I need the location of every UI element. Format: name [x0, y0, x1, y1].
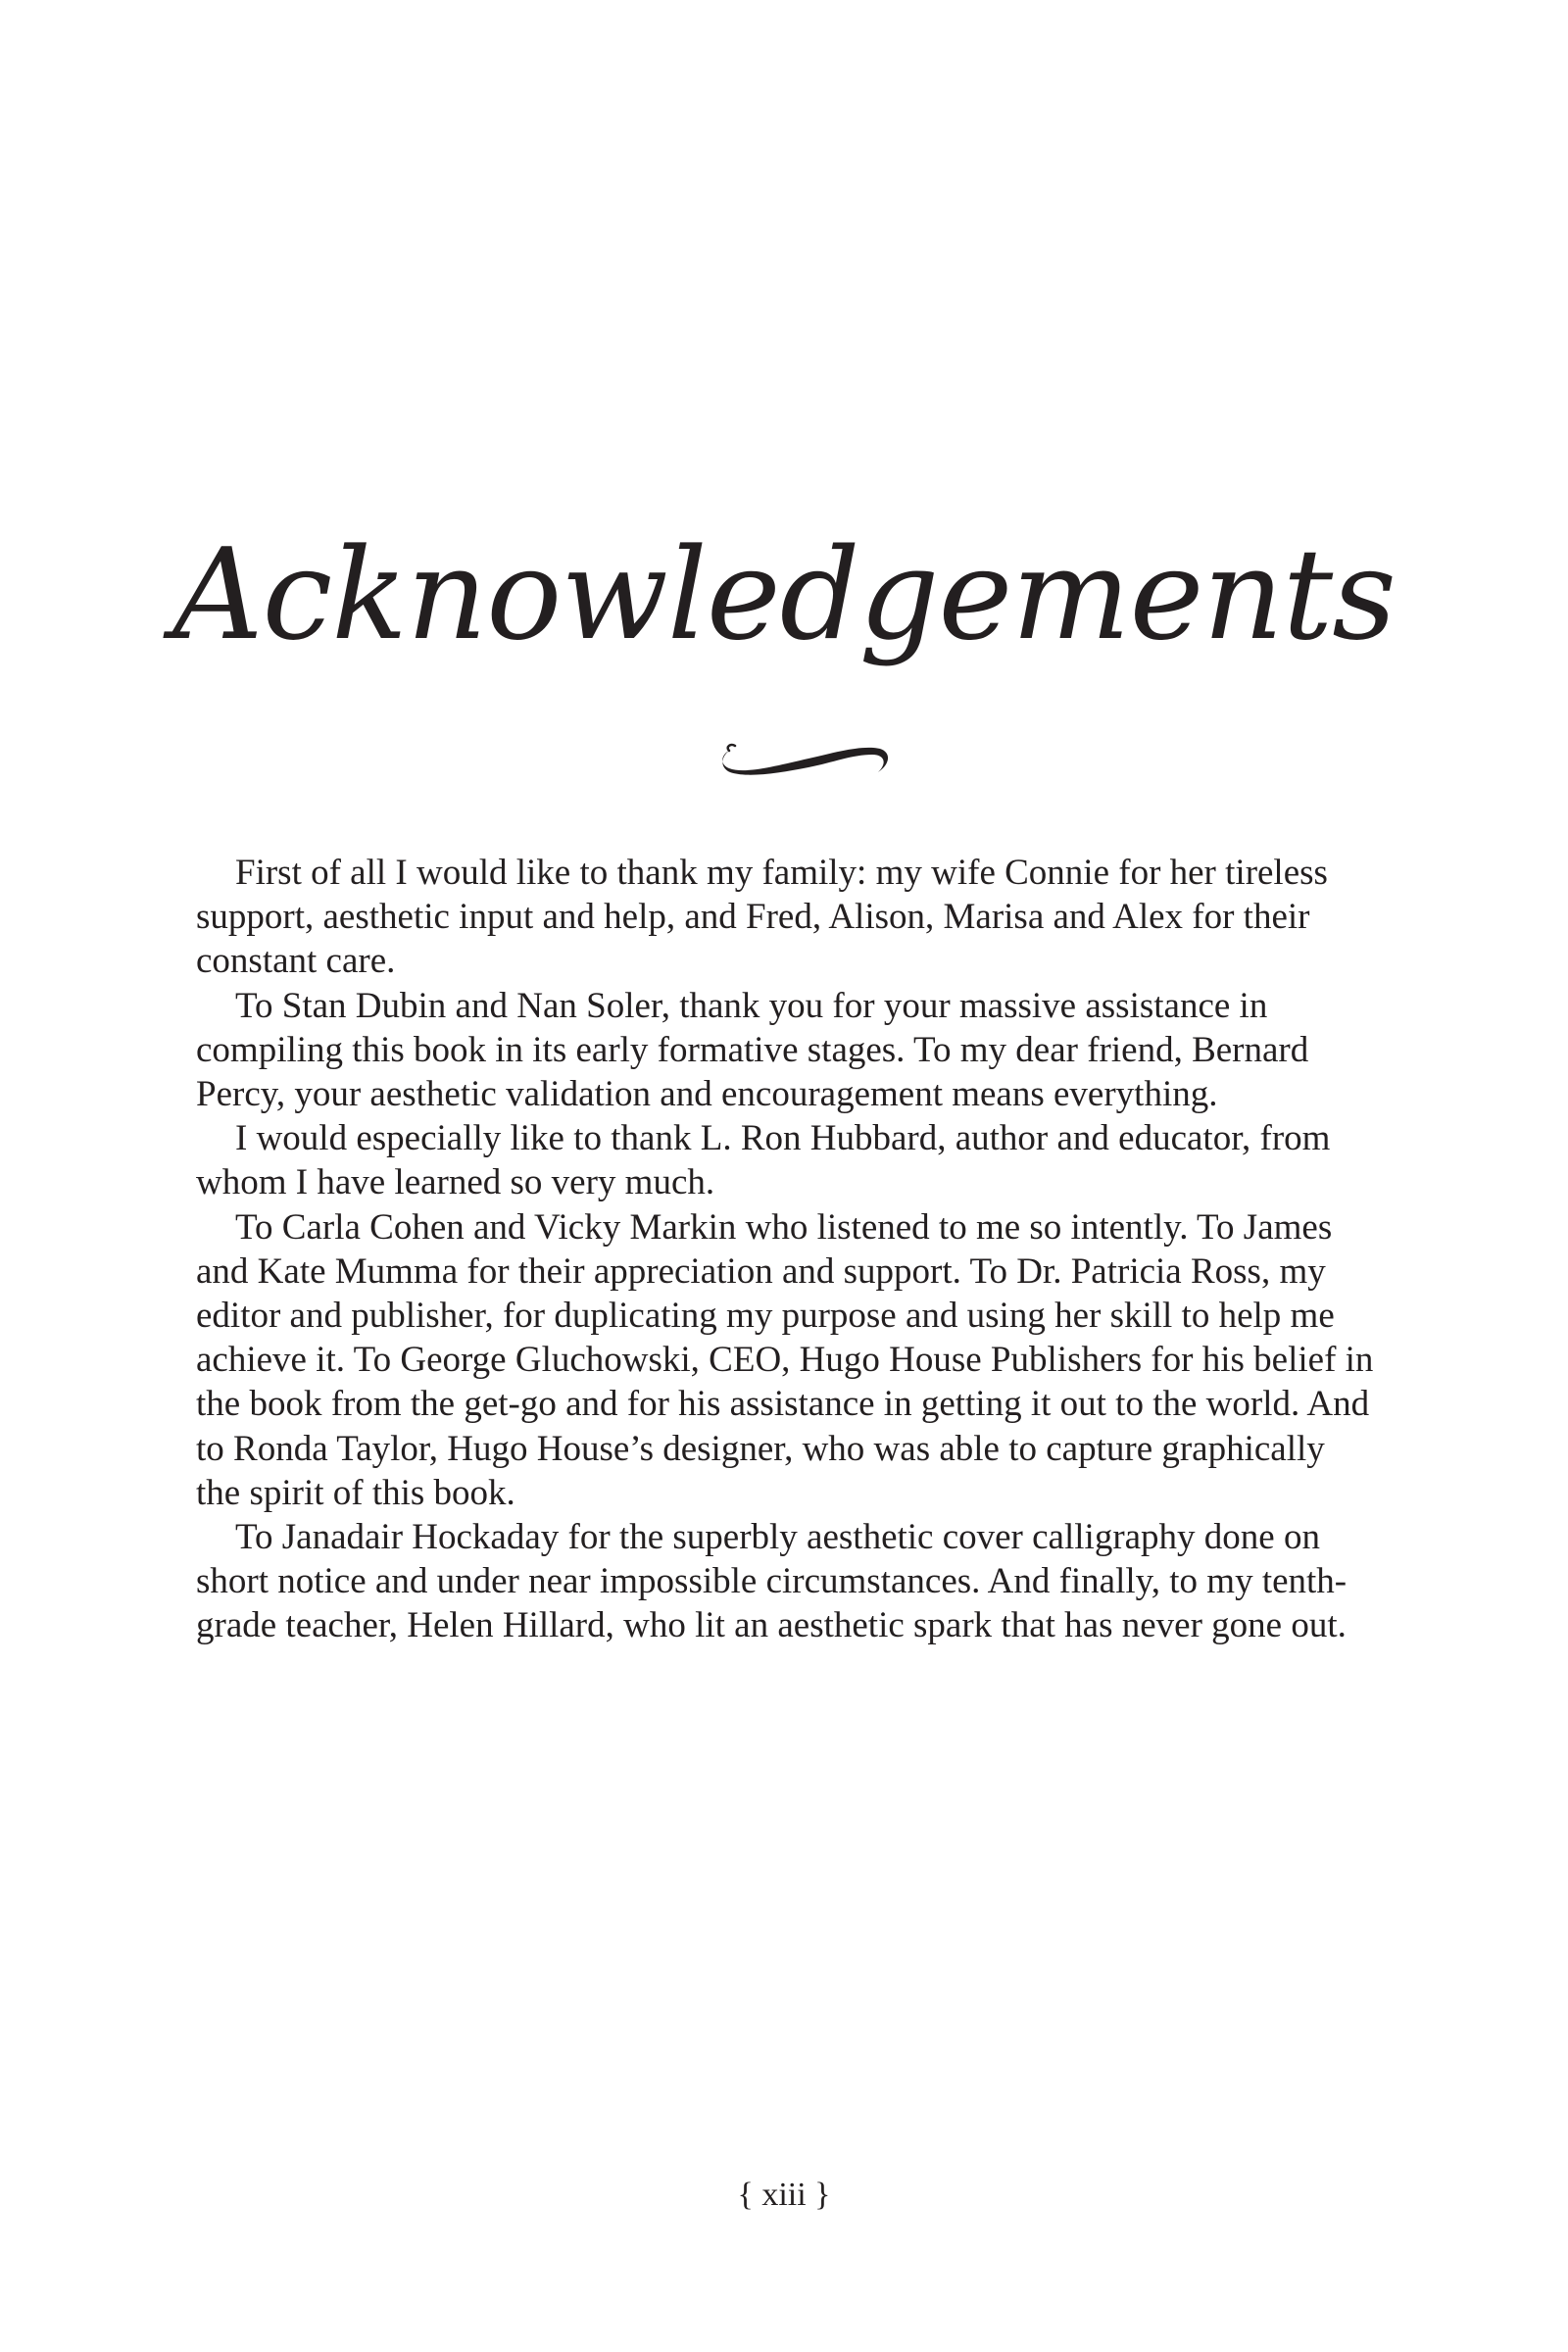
paragraph-publishers: To Carla Cohen and Vicky Markin who listened to me so intently. To James and Kate Mumma for their appreciation and support. To Dr. Patricia Ross, my editor and publisher, for duplicating my purpose and using her skill to help me achieve it. To George Gluchowski, CEO, Hugo House Publishers for his belief in the book from the get-go and for his assistance in getting it out to the world. And to Ronda Taylor, Hugo House’s designer, who was able to capture graphically the spirit of this book. [196, 1206, 1374, 1513]
acknowledgements-body [196, 851, 1377, 1648]
paragraph-educator: I would especially like to thank L. Ron Hubbard, author and educator, from whom I have learned so very much. [196, 1118, 1331, 1203]
paragraph-calligraphy: To Janadair Hockaday for the superbly aesthetic cover calligraphy done on short notice and under near impossible circumstances. And finally, to my tenth-grade teacher, Helen Hillard, who lit an aesthetic spark that has never gone out. [196, 1517, 1348, 1646]
paragraph-family: First of all I would like to thank my family: my wife Connie for her tireless support, aesthetic input and help, and Fred, Alison, Marisa and Alex for their constant care. [196, 853, 1328, 982]
flourish-ornament-icon [715, 737, 892, 786]
page-title: Acknowledgements [172, 522, 1396, 668]
page-number: { xiii } [737, 2177, 831, 2213]
paragraph-assistance: To Stan Dubin and Nan Soler, thank you for your massive assistance in compiling this book in its early formative stages. To my dear friend, Bernard Percy, your aesthetic validation and encouragement means everything. [196, 985, 1309, 1115]
